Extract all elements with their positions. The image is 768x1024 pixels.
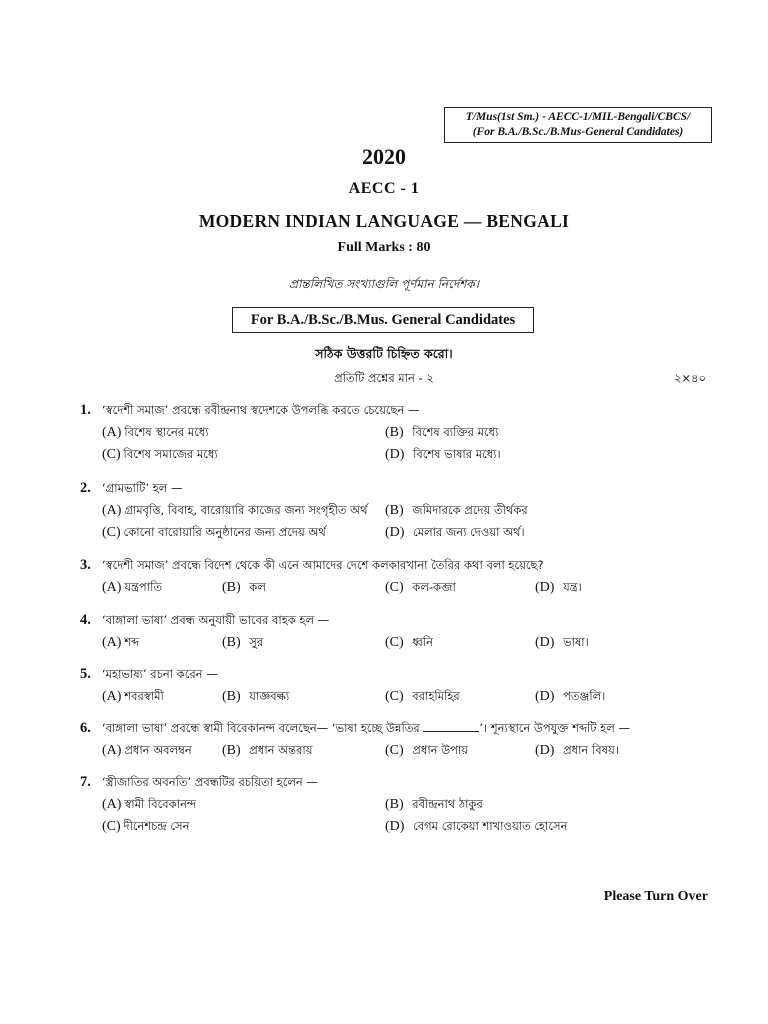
option-d[interactable]: (D) ভাষা। [535, 635, 589, 650]
answer-blank [423, 719, 479, 732]
option-b[interactable]: (B) যাজ্ঞবল্ক্য [222, 689, 290, 704]
candidates-box: For B.A./B.Sc./B.Mus. General Candidates [232, 307, 534, 333]
question-4 [80, 610, 720, 654]
question-number: 3. [80, 557, 91, 573]
question-text: ‘বাঙ্গালা ভাষা’ প্রবন্ধে স্বামী বিবেকানন্দ বলেছেন— ‘ভাষা হচ্ছে উন্নতির ’। শূন্যস্থানে উপযুক্ত শব্দটি হল — [102, 721, 630, 735]
option-b[interactable]: (B) রবীন্দ্রনাথ ঠাকুর [385, 797, 483, 812]
option-b[interactable]: (B) বিশেষ ব্যক্তির মধ্যে [385, 425, 499, 440]
paper-code-box [444, 107, 712, 143]
option-d[interactable]: (D) বিশেষ ভাষার মধ্যে। [385, 447, 501, 462]
option-c[interactable]: (C) বিশেষ সমাজের মধ্যে [102, 447, 218, 462]
question-text: ‘মহাভাষ্য’ রচনা করেন — [102, 667, 218, 681]
option-c[interactable]: (C) বরাহমিহির [385, 689, 460, 704]
option-a[interactable]: (A) শব্দ [102, 635, 140, 650]
option-b[interactable]: (B) জমিদারকে প্রদেয় তীর্থকর [385, 503, 528, 518]
option-c[interactable]: (C) প্রধান উপায় [385, 743, 469, 758]
option-b[interactable]: (B) প্রধান অন্তরায় [222, 743, 313, 758]
option-c[interactable]: (C) ধ্বনি [385, 635, 434, 650]
please-turn-over: Please Turn Over [603, 889, 708, 904]
option-b[interactable]: (B) সুর [222, 635, 264, 650]
question-number: 7. [80, 774, 91, 790]
question-number: 1. [80, 402, 91, 418]
instruction: সঠিক উত্তরটি চিহ্নিত করো। [315, 346, 453, 361]
question-number: 5. [80, 666, 91, 682]
question-1 [80, 400, 720, 466]
option-d[interactable]: (D) বেগম রোকেয়া শাখাওয়াত হোসেন [385, 819, 568, 834]
question-number: 2. [80, 480, 91, 496]
paper-code-line-1: T/Mus(1st Sm.) - AECC-1/MIL-Bengali/CBCS/ [465, 111, 691, 123]
margin-note: প্রান্তলিখিত সংখ্যাগুলি পূর্ণমান নির্দেশক। [288, 277, 479, 291]
question-5 [80, 664, 720, 708]
option-d[interactable]: (D) প্রধান বিষয়। [535, 743, 619, 758]
option-a[interactable]: (A) বিশেষ স্থানের মধ্যে [102, 425, 209, 440]
question-text: ‘স্বদেশী সমাজ’ প্রবন্ধে বিদেশ থেকে কী এনে আমাদের দেশে কলকারখানা তৈরির কথা বলা হয়েছে? [102, 558, 544, 572]
option-a[interactable]: (A) গ্রামবৃত্তি, বিবাহ, বারোয়ারি কাজের জন্য সংগৃহীত অর্থ [102, 503, 368, 518]
option-d[interactable]: (D) মেলার জন্য দেওয়া অর্থ। [385, 525, 525, 540]
option-a[interactable]: (A) যন্ত্রপাতি [102, 580, 162, 595]
option-b[interactable]: (B) কল [222, 580, 266, 595]
option-a[interactable]: (A) শবরস্বামী [102, 689, 164, 704]
question-6 [80, 718, 720, 762]
question-2 [80, 478, 720, 544]
option-c[interactable]: (C) কল-কব্জা [385, 580, 456, 595]
option-c[interactable]: (C) কোনো বারোয়ারি অনুষ্ঠানের জন্য প্রদেয় অর্থ [102, 525, 326, 540]
question-text: ‘গ্রামভাটি’ হল — [102, 481, 183, 495]
question-number: 6. [80, 720, 91, 736]
question-text: ‘স্বদেশী সমাজ’ প্রবন্ধে রবীন্দ্রনাথ স্বদেশকে উপলব্ধি করতে চেয়েছেন — [102, 403, 420, 417]
question-3 [80, 555, 720, 599]
option-c[interactable]: (C) দীনেশচন্দ্র সেন [102, 819, 190, 834]
question-number: 4. [80, 612, 91, 628]
exam-year: 2020 [362, 144, 406, 169]
question-text: ‘বাঙ্গালা ভাষা’ প্রবন্ধ অনুযায়ী ভাবের বাহক হল — [102, 613, 330, 627]
option-d[interactable]: (D) পতঞ্জলি। [535, 689, 606, 704]
total-marks-note: ২×৪০ [673, 371, 706, 385]
option-a[interactable]: (A) প্রধান অবলম্বন [102, 743, 192, 758]
question-7 [80, 772, 720, 838]
marks-per-question: প্রতিটি প্রশ্নের মান - ২ [334, 371, 434, 385]
full-marks: Full Marks : 80 [337, 240, 431, 255]
option-a[interactable]: (A) স্বামী বিবেকানন্দ [102, 797, 197, 812]
question-text: ‘স্ত্রীজাতির অবনতি’ প্রবন্ধটির রচয়িতা হলেন — [102, 775, 318, 789]
option-d[interactable]: (D) যন্ত্র। [535, 580, 582, 595]
paper-code-line-2: (For B.A./B.Sc./B.Mus-General Candidates) [472, 126, 684, 138]
paper-code: AECC - 1 [348, 180, 420, 197]
paper-title: MODERN INDIAN LANGUAGE — BENGALI [198, 211, 570, 231]
